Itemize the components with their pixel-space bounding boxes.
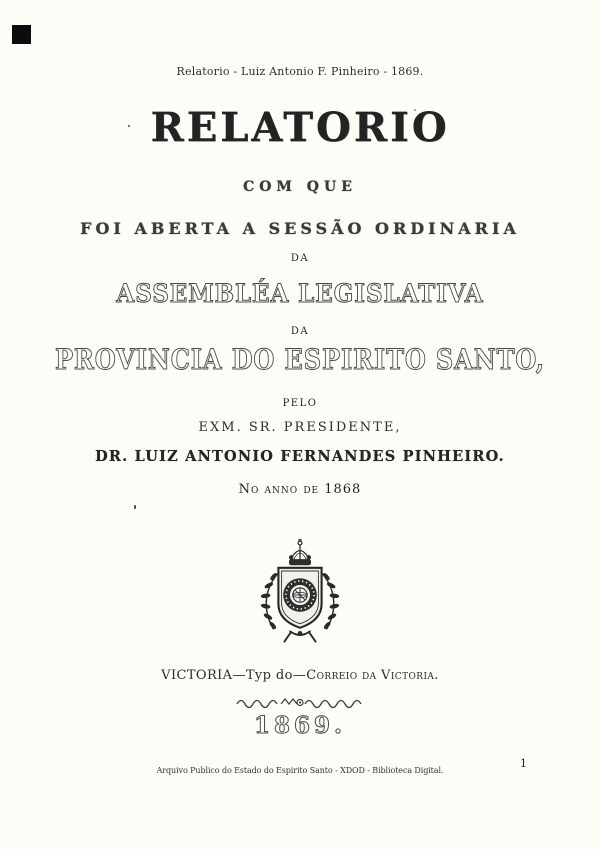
publication-year: 1869. [253, 712, 347, 739]
imprint-city: VICTORIA—Typ do— [161, 668, 307, 683]
page-number: 1 [520, 757, 527, 770]
assembly-line: ASSEMBLÉA LEGISLATIVA [116, 279, 484, 308]
squiggle-ornament-icon [235, 697, 365, 709]
shield [278, 568, 321, 628]
crown [290, 539, 311, 565]
subtitle-com-que: COM QUE [243, 179, 357, 195]
imprint-press: Correio da Victoria. [306, 668, 439, 683]
connector-da-2: DA [290, 326, 310, 337]
ribbon [284, 631, 316, 642]
imprint-line [0, 668, 600, 683]
connector-pelo: PELO [282, 398, 318, 409]
running-header: Relatorio - Luiz Antonio F. Pinheiro - 1869. [176, 65, 424, 78]
subtitle-foi-aberta: FOI ABERTA A SESSÃO ORDINARIA [80, 219, 520, 238]
document-title: RELATORIO [150, 104, 450, 151]
scan-speck [134, 505, 136, 509]
president-title-line: EXM. SR. PRESIDENTE, [198, 420, 402, 435]
scan-artifact-square [12, 25, 31, 44]
connector-da-1: DA [290, 253, 310, 264]
imperial-coat-of-arms-icon [252, 538, 348, 660]
president-name-line: DR. LUIZ ANTONIO FERNANDES PINHEIRO. [95, 448, 505, 465]
province-line: PROVINCIA DO ESPIRITO SANTO, [54, 343, 546, 376]
archive-footer: Arquivo Publico do Estado do Espirito Santo - XDOD - Biblioteca Digital. [156, 766, 444, 775]
year-of-report-line: No anno de 1868 [238, 482, 362, 497]
